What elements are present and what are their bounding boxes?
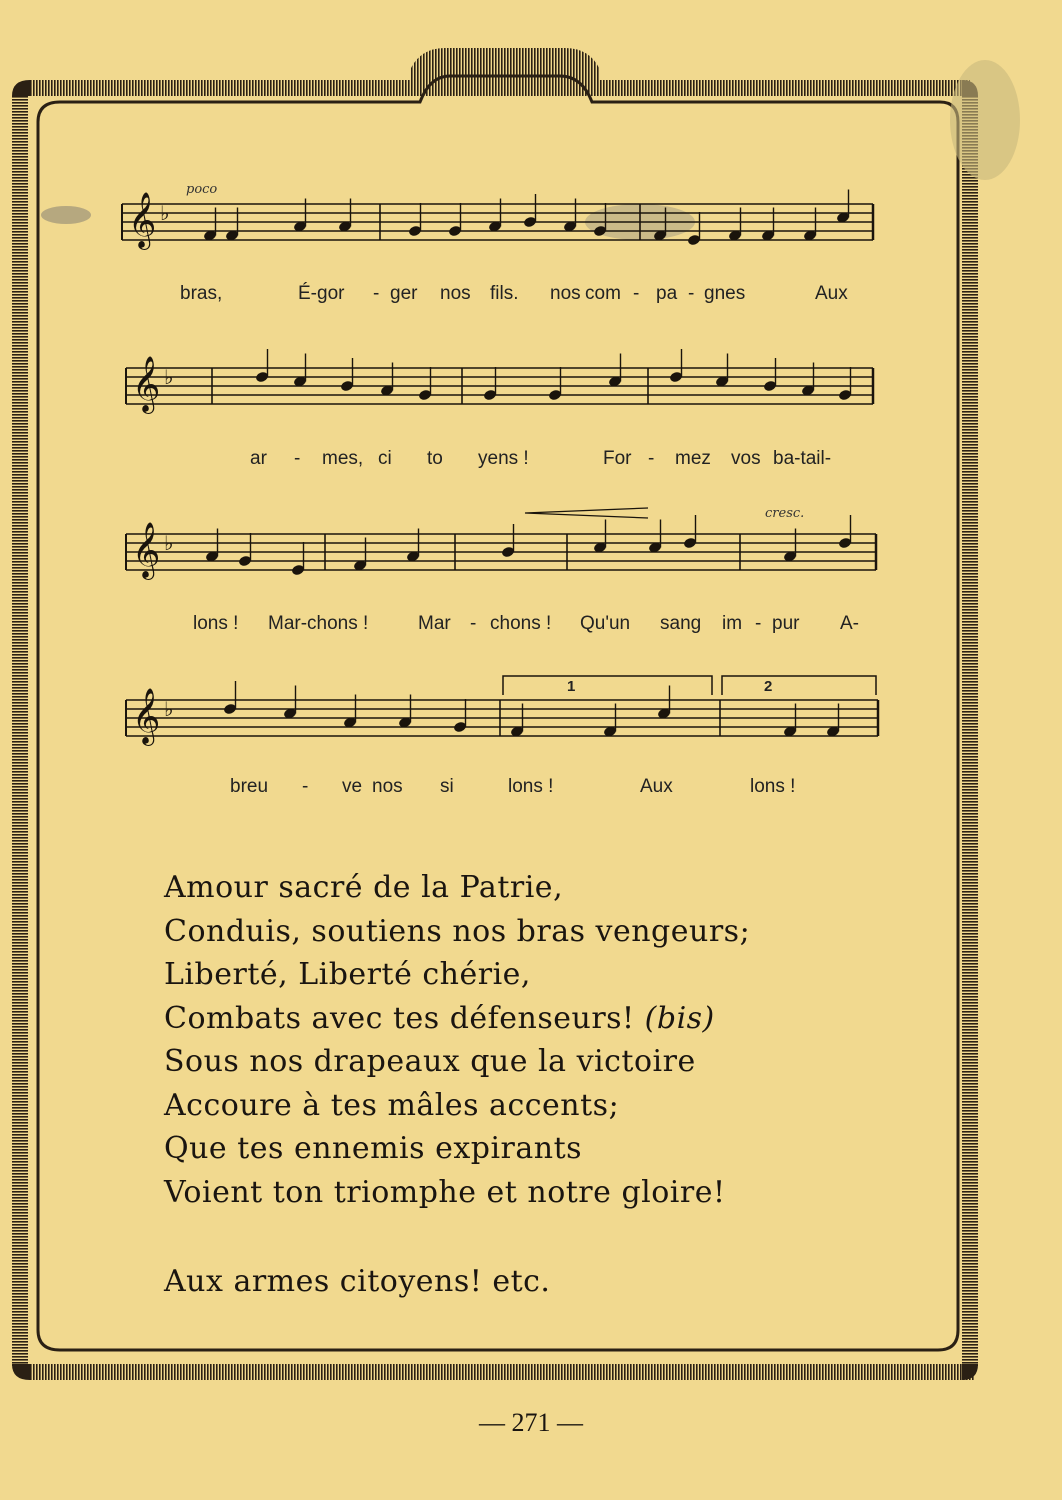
verse-line: Combats avec tes défenseurs! xyxy=(164,1000,635,1036)
lyric-syllable: ger xyxy=(390,283,418,304)
lyric-syllable: Aux xyxy=(815,283,848,304)
lyric-syllable: lons ! xyxy=(508,776,554,797)
lyrics-system-3 xyxy=(0,613,1062,637)
lyric-syllable: pur xyxy=(772,613,800,634)
lyric-syllable: sang xyxy=(660,613,702,634)
lyric-syllable: nos xyxy=(440,283,471,304)
lyric-syllable: pa xyxy=(656,283,678,304)
lyric-syllable: breu xyxy=(230,776,269,797)
lyric-syllable: For xyxy=(603,448,632,469)
verse-line: Accoure à tes mâles accents; xyxy=(164,1087,620,1123)
lyric-syllable: - xyxy=(648,448,655,469)
page-number: — 271 — xyxy=(479,1408,583,1437)
verse-line: Amour sacré de la Patrie, xyxy=(164,870,564,905)
lyric-syllable: chons ! xyxy=(490,613,552,634)
lyric-syllable: Qu'un xyxy=(580,613,631,634)
lyric-syllable: Aux xyxy=(640,776,673,797)
lyric-syllable: - xyxy=(755,613,762,634)
lyric-syllable: fils. xyxy=(490,283,519,304)
lyric-syllable: - xyxy=(688,283,695,304)
lyric-syllable: - xyxy=(373,283,380,304)
second-ending-number: 2 xyxy=(764,678,773,695)
lyric-syllable: gnes xyxy=(704,283,746,304)
verse-line: Sous nos drapeaux que la victoire xyxy=(164,1044,696,1079)
lyric-syllable: - xyxy=(633,283,640,304)
key-signature-flat-icon: ♭ xyxy=(164,365,174,389)
lyrics-system-4 xyxy=(0,776,1062,800)
lyric-syllable: ci xyxy=(378,448,392,469)
lyric-syllable: ve xyxy=(342,776,363,797)
lyric-syllable: É-gor xyxy=(298,283,345,304)
verse-line: Que tes ennemis expirants xyxy=(164,1131,583,1166)
lyric-syllable: bras, xyxy=(180,283,223,304)
lyric-syllable: lons ! xyxy=(193,613,239,634)
crescendo-mark: cresc. xyxy=(765,506,805,521)
lyric-syllable: Mar xyxy=(418,613,451,634)
lyrics-system-1 xyxy=(0,283,1062,307)
treble-clef-icon: 𝄞 xyxy=(132,522,161,578)
tempo-mark: poco xyxy=(186,182,218,197)
lyric-syllable: Mar-chons ! xyxy=(268,613,369,634)
lyric-syllable: - xyxy=(470,613,477,634)
verse-line: Liberté, Liberté chérie, xyxy=(164,957,531,992)
first-ending-number: 1 xyxy=(567,678,576,695)
verse-line: Voient ton triomphe et notre gloire! xyxy=(164,1174,726,1210)
key-signature-flat-icon: ♭ xyxy=(164,531,174,555)
lyric-syllable: si xyxy=(440,776,454,797)
lyric-syllable: A- xyxy=(840,613,859,634)
lyric-syllable: nos xyxy=(372,776,403,797)
verse-block xyxy=(164,866,750,1214)
verse-line-with-bis xyxy=(164,997,750,1041)
lyric-syllable: to xyxy=(427,448,443,469)
key-signature-flat-icon: ♭ xyxy=(164,697,174,721)
lyric-syllable: mez xyxy=(675,448,711,469)
lyric-syllable: vos xyxy=(731,448,761,469)
key-signature-flat-icon: ♭ xyxy=(160,201,170,225)
lyric-syllable: - xyxy=(302,776,309,797)
lyric-syllable: lons ! xyxy=(750,776,796,797)
lyric-syllable: im xyxy=(722,613,743,634)
lyric-syllable: com xyxy=(585,283,621,304)
refrain-line: Aux armes citoyens! etc. xyxy=(164,1264,551,1299)
verse-line: Conduis, soutiens nos bras vengeurs; xyxy=(164,913,751,949)
lyrics-system-2 xyxy=(0,448,1062,472)
treble-clef-icon: 𝄞 xyxy=(132,688,161,744)
lyric-syllable: nos xyxy=(550,283,581,304)
bis-marker: (bis) xyxy=(644,1000,715,1036)
lyric-syllable: - xyxy=(294,448,301,469)
lyric-syllable: ar xyxy=(250,448,267,469)
treble-clef-icon: 𝄞 xyxy=(128,192,157,248)
treble-clef-icon: 𝄞 xyxy=(132,356,161,412)
lyric-syllable: yens ! xyxy=(478,448,529,469)
lyric-syllable: mes, xyxy=(322,448,364,469)
lyric-syllable: ba-tail- xyxy=(773,448,832,469)
